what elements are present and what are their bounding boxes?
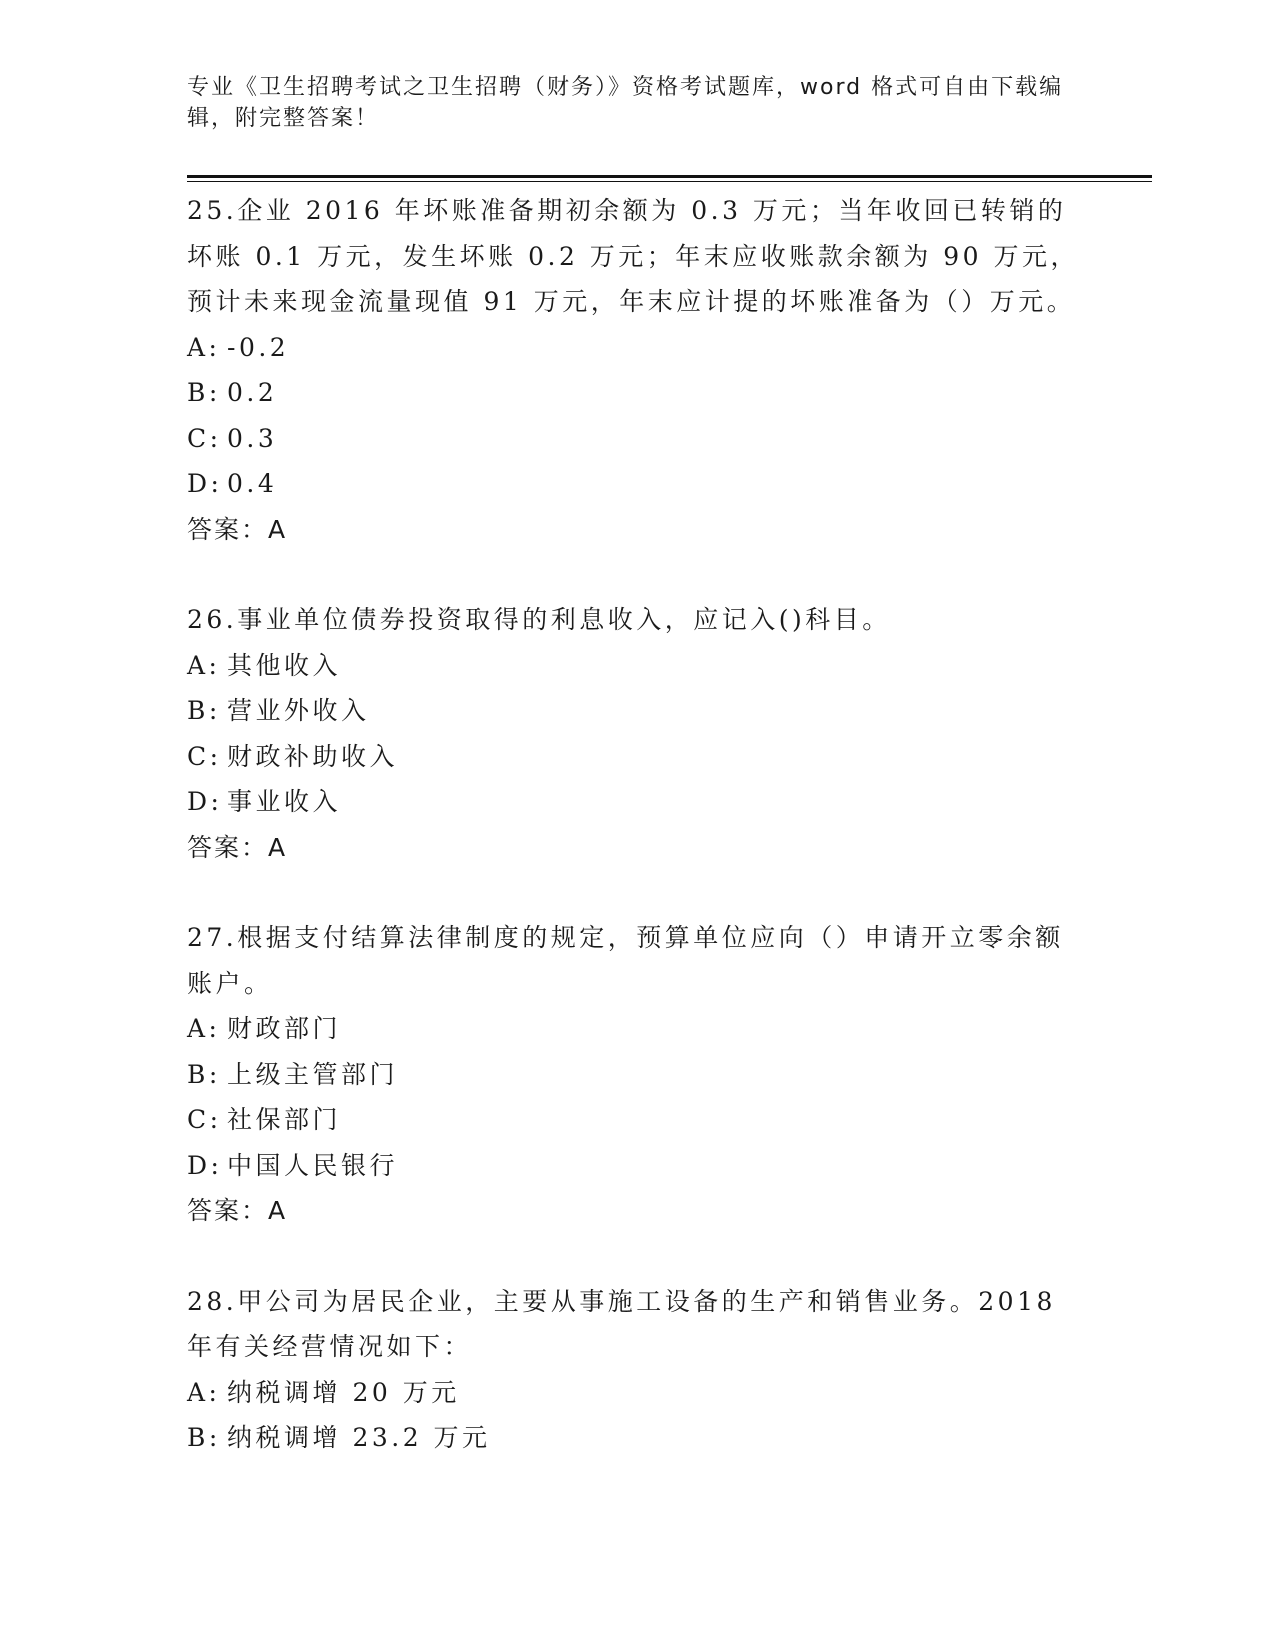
option-key: A:	[187, 650, 221, 680]
question-stem: 28.甲公司为居民企业，主要从事施工设备的生产和销售业务。2018 年有关经营情况如下：	[187, 1286, 1056, 1361]
option-c	[187, 734, 1087, 780]
option-b	[187, 1052, 1087, 1098]
question-stem: 27.根据支付结算法律制度的规定，预算单位应向（）申请开立零余额账户。	[187, 923, 1064, 998]
option-c	[187, 1097, 1087, 1143]
answer-line: 答案：A	[187, 514, 288, 544]
option-text: 财政部门	[227, 1014, 342, 1043]
option-text: 中国人民银行	[227, 1150, 399, 1180]
option-d	[187, 1143, 1087, 1189]
option-text: 纳税调增 23.2 万元	[227, 1423, 491, 1452]
option-c	[187, 416, 1087, 462]
option-b	[187, 370, 1087, 416]
question-stem: 26.事业单位债券投资取得的利息收入，应记入()科目。	[187, 605, 891, 634]
option-key: D:	[187, 787, 223, 816]
option-text: 事业收入	[227, 787, 342, 816]
option-b	[187, 1415, 1087, 1461]
option-key: A:	[187, 1377, 221, 1407]
option-key: B:	[187, 1423, 221, 1452]
question-27	[187, 915, 1087, 1234]
option-text: 营业外收入	[227, 696, 370, 725]
option-key: C:	[187, 741, 222, 771]
question-25	[187, 188, 1087, 552]
option-key: A:	[187, 1014, 221, 1043]
option-a	[187, 1006, 1087, 1052]
question-28	[187, 1279, 1087, 1461]
document-header: 专业《卫生招聘考试之卫生招聘（财务）》资格考试题库，word 格式可自由下载编辑，附完整答案！	[187, 75, 1064, 131]
header-divider-thin	[187, 181, 1152, 182]
answer-line: 答案：A	[187, 832, 288, 862]
option-key: B:	[187, 378, 221, 407]
option-text: 社保部门	[227, 1105, 342, 1134]
option-text: -0.2	[227, 332, 290, 362]
option-a	[187, 1370, 1087, 1416]
option-key: D:	[187, 1150, 223, 1180]
option-a	[187, 643, 1087, 689]
option-key: B:	[187, 696, 221, 725]
header-divider-thick	[187, 175, 1152, 178]
option-key: B:	[187, 1059, 221, 1089]
option-text: 0.4	[227, 469, 278, 498]
option-b	[187, 688, 1087, 734]
option-key: D:	[187, 469, 223, 498]
option-text: 其他收入	[227, 650, 342, 680]
question-list	[187, 188, 1087, 1506]
question-stem: 25.企业 2016 年坏账准备期初余额为 0.3 万元；当年收回已转销的坏账 0.1 万元，发生坏账 0.2 万元；年末应收账款余额为 90 万元，预计未来现金流量现值 91 万元，年末应计提的坏账准备为（）万元。	[187, 196, 1080, 316]
option-key: C:	[187, 1105, 222, 1134]
option-text: 0.3	[227, 423, 278, 453]
option-text: 财政补助收入	[227, 741, 399, 771]
option-text: 0.2	[227, 378, 278, 407]
question-26	[187, 597, 1087, 870]
option-a	[187, 325, 1087, 371]
answer-line: 答案：A	[187, 1196, 288, 1225]
option-d	[187, 461, 1087, 507]
option-d	[187, 779, 1087, 825]
option-text: 纳税调增 20 万元	[227, 1377, 460, 1407]
option-key: C:	[187, 423, 222, 453]
option-text: 上级主管部门	[227, 1059, 399, 1089]
option-key: A:	[187, 332, 221, 362]
